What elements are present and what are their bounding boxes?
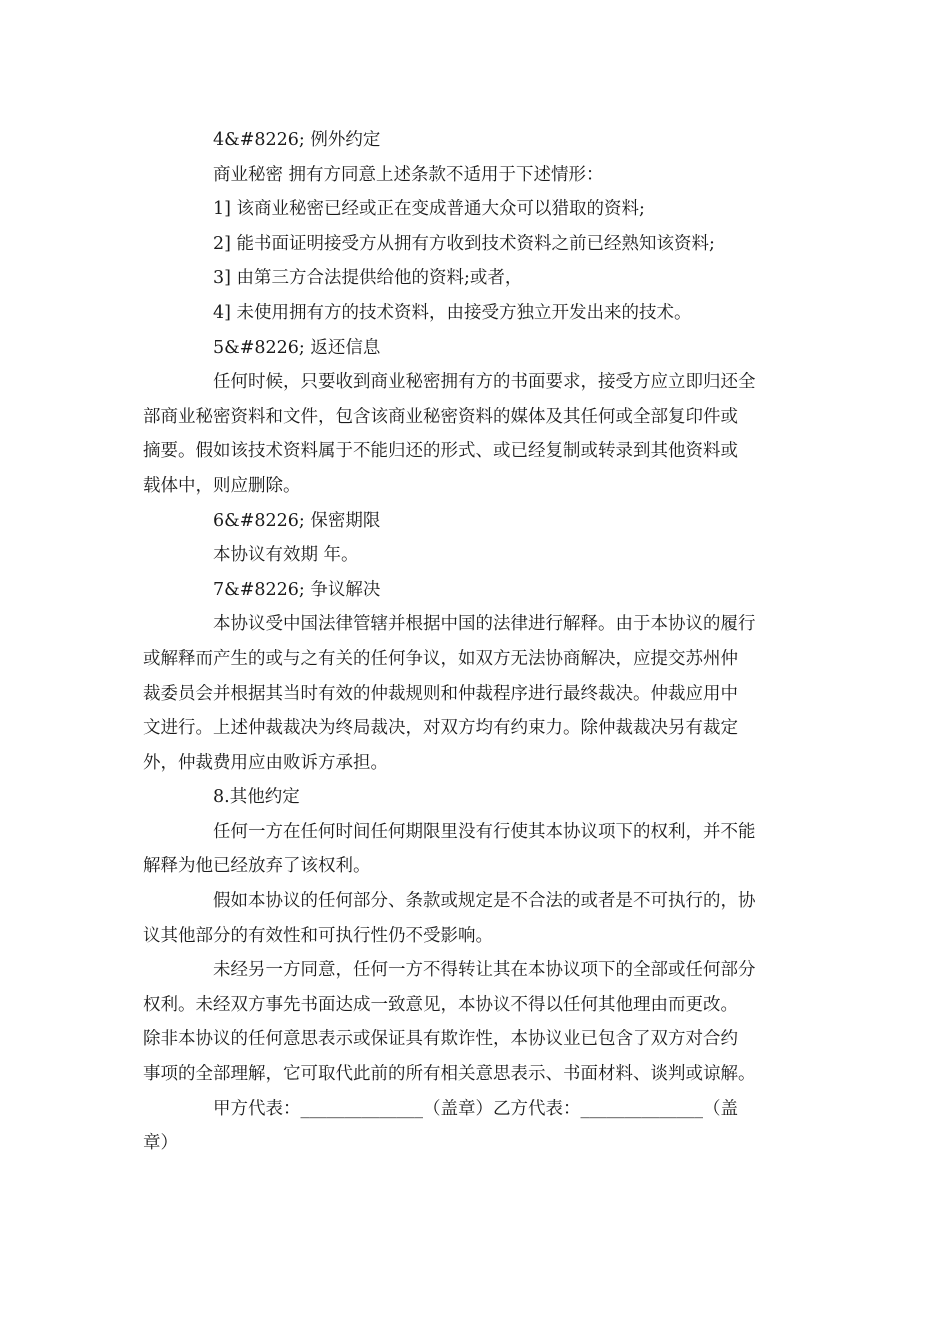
section-4-item-1: 1] 该商业秘密已经或正在变成普通大众可以猎取的资料; — [213, 199, 645, 220]
signature-line-continuation: 章） — [143, 1133, 178, 1154]
section-8-line: 除非本协议的任何意思表示或保证具有欺诈性，本协议业已包含了双方对合约 — [143, 1029, 738, 1050]
section-8-paragraph-1 — [143, 815, 807, 884]
section-7-heading: 7&#8226; 争议解决 — [213, 579, 381, 600]
section-8-paragraph-3 — [143, 953, 807, 1091]
section-5-paragraph — [143, 365, 807, 503]
section-5-line: 载体中，则应删除。 — [143, 475, 301, 496]
document-body — [143, 123, 807, 1161]
section-7-line: 文进行。上述仲裁裁决为终局裁决，对双方均有约束力。除仲裁裁决另有裁定 — [143, 718, 738, 739]
section-8-line: 事项的全部理解，它可取代此前的所有相关意思表示、书面材料、谈判或谅解。 — [143, 1064, 756, 1085]
section-8-line: 权利。未经双方事先书面达成一致意见，本协议不得以任何其他理由而更改。 — [143, 994, 738, 1015]
section-7-line: 本协议受中国法律管辖并根据中国的法律进行解释。由于本协议的履行 — [213, 614, 756, 635]
section-4-item-3: 3] 由第三方合法提供给他的资料;或者， — [213, 268, 523, 289]
section-8-paragraph-2 — [143, 884, 807, 953]
section-5-line: 部商业秘密资料和文件，包含该商业秘密资料的媒体及其任何或全部复印件或 — [143, 406, 738, 427]
section-5-heading: 5&#8226; 返还信息 — [213, 337, 381, 358]
section-8-line: 任何一方在任何时间任何期限里没有行使其本协议项下的权利，并不能 — [213, 821, 756, 842]
section-6-body: 本协议有效期 年。 — [213, 545, 359, 566]
section-4-item-4: 4] 未使用拥有方的技术资料，由接受方独立开发出来的技术。 — [213, 302, 692, 323]
section-5-line: 摘要。假如该技术资料属于不能归还的形式、或已经复制或转录到其他资料或 — [143, 441, 738, 462]
section-8-line: 未经另一方同意，任何一方不得转让其在本协议项下的全部或任何部分 — [213, 960, 756, 981]
section-8-line: 解释为他已经放弃了该权利。 — [143, 856, 371, 877]
section-8-heading: 8.其他约定 — [213, 787, 300, 808]
section-8-line: 假如本协议的任何部分、条款或规定是不合法的或者是不可执行的，协 — [213, 891, 756, 912]
section-4-item-2: 2] 能书面证明接受方从拥有方收到技术资料之前已经熟知该资料; — [213, 233, 715, 254]
section-7-line: 外，仲裁费用应由败诉方承担。 — [143, 752, 388, 773]
signature-block — [143, 1092, 807, 1161]
section-5-line: 任何时候，只要收到商业秘密拥有方的书面要求，接受方应立即归还全 — [213, 372, 756, 393]
section-4-intro: 商业秘密 拥有方同意上述条款不适用于下述情形： — [213, 164, 604, 185]
section-7-line: 裁委员会并根据其当时有效的仲裁规则和仲裁程序进行最终裁决。仲裁应用中 — [143, 683, 738, 704]
section-8-line: 议其他部分的有效性和可执行性仍不受影响。 — [143, 925, 493, 946]
section-7-paragraph — [143, 607, 807, 780]
section-4-heading: 4&#8226; 例外约定 — [213, 130, 381, 150]
signature-line: 甲方代表：______________（盖章）乙方代表：______________（盖 — [213, 1098, 738, 1119]
section-7-line: 或解释而产生的或与之有关的任何争议，如双方无法协商解决，应提交苏州仲 — [143, 648, 738, 669]
section-6-heading: 6&#8226; 保密期限 — [213, 510, 381, 531]
